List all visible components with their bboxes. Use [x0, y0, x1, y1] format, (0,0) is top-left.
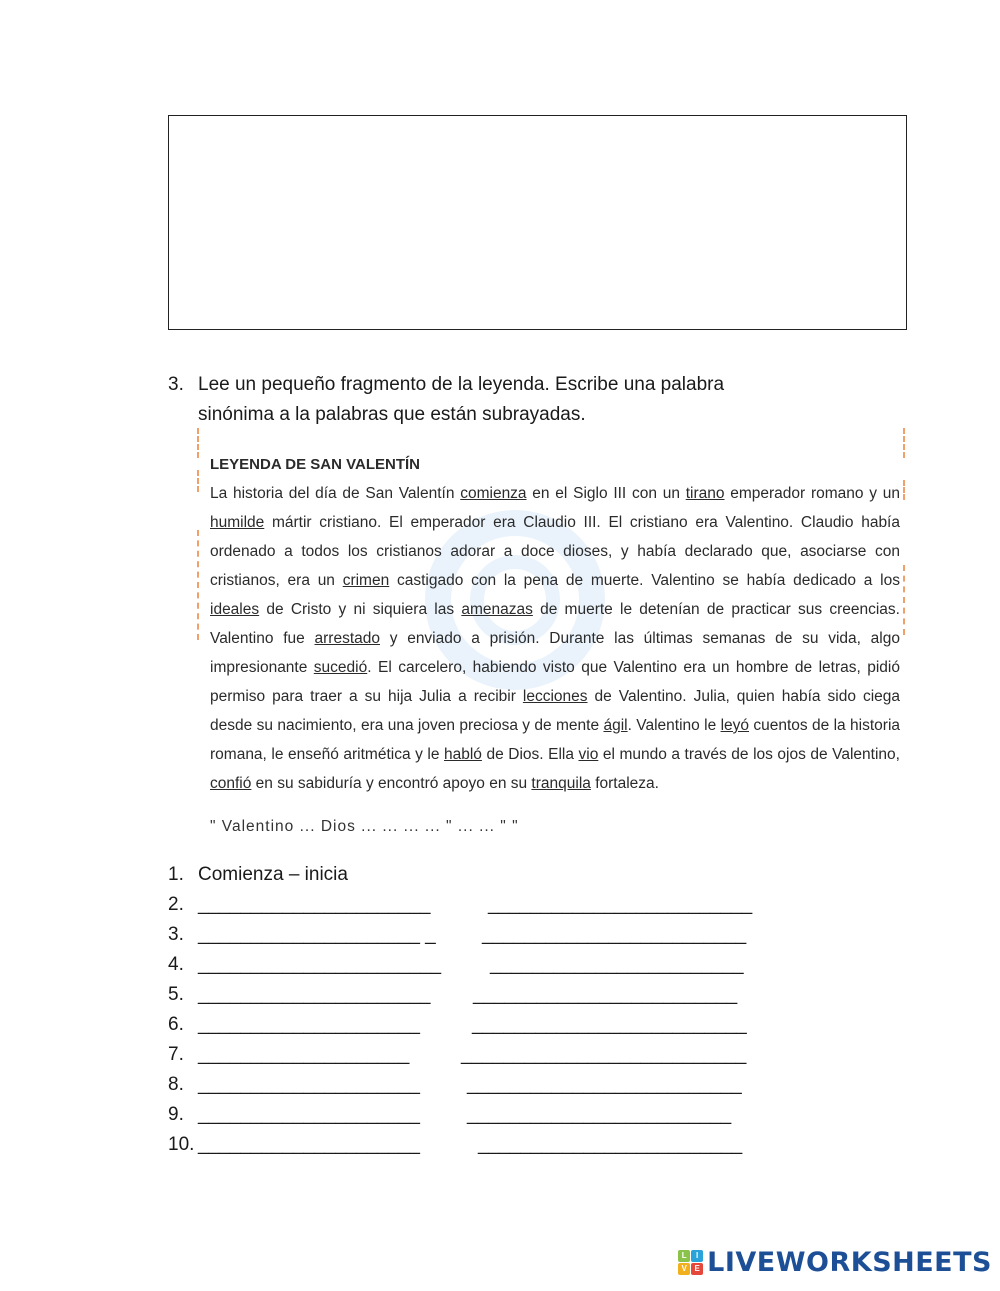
dash-marker-right-1	[903, 428, 905, 458]
liveworksheets-logo	[678, 1245, 992, 1279]
answer-row: 8. _____________________ __________________________	[168, 1070, 868, 1100]
answer-row: 2. ______________________ _________________________	[168, 890, 868, 920]
answer-blank-synonym[interactable]: ___________________________	[461, 1044, 747, 1065]
answer-list	[168, 860, 868, 1160]
answer-blank-synonym[interactable]: _________________________	[473, 984, 738, 1005]
dash-marker-left-1	[197, 428, 199, 458]
answer-row: 9. _____________________ _________________________	[168, 1100, 868, 1130]
answer-row: 4. _______________________ ________________________	[168, 950, 868, 980]
underlined-word: vio	[578, 746, 599, 763]
answer-blank-synonym[interactable]: _________________________	[478, 1134, 743, 1155]
logo-blocks-icon: L I V E	[678, 1250, 703, 1275]
question-text-line-1: Lee un pequeño fragmento de la leyenda. Escribe una palabra	[198, 374, 725, 395]
underlined-word: sucedió	[313, 659, 368, 676]
question-text-line-2: sinónima a la palabras que están subrayadas.	[198, 404, 586, 425]
answer-blank-word[interactable]: ____________________	[198, 1044, 410, 1065]
legend-passage	[210, 450, 900, 865]
underlined-word: crimen	[342, 572, 390, 589]
dash-marker-left-2	[197, 470, 199, 492]
answer-row: 3. _____________________ _ _________________________	[168, 920, 868, 950]
passage-title: LEYENDA DE SAN VALENTÍN	[210, 456, 421, 473]
answer-example: Comienza – inicia	[198, 864, 348, 885]
answer-blank-synonym[interactable]: __________________________	[472, 1014, 747, 1035]
passage-body: La historia del día de San Valentín comienza en el Siglo III con un tirano emperador romano y un humilde mártir cristiano. El emperador era Claudio III. El cristiano era Valentino. Claudio había ordenado a todos los cristianos adorar a doce dioses, y había declarado que, asociarse con cristianos, era un crimen castigado con la pena de muerte. Valentino se había dedicado a los ideales de Cristo y ni siquiera las amenazas de muerte le detenían de practicar sus creencias. Valentino fue arrestado y enviado a prisión. Durante las últimas semanas de su vida, algo impresionante sucedió. El carcelero, habiendo visto que Valentino era un hombre de letras, pidió permiso para traer a su hija Julia a recibir lecciones de Valentino. Julia, quien había sido ciega desde su nacimiento, era una joven preciosa y de mente ágil. Valentino le leyó cuentos de la historia romana, le enseñó aritmética y le habló de Dios. Ella vio el mundo a través de los ojos de Valentino, confió en su sabiduría y encontró apoyo en su tranquila fortaleza.	[210, 485, 900, 792]
answer-blank-word[interactable]: _____________________	[198, 1074, 420, 1095]
dash-marker-right-3	[903, 565, 905, 635]
answer-blank-word[interactable]: _____________________	[198, 1134, 420, 1155]
underlined-word: confió	[210, 775, 252, 792]
underlined-word: ágil	[603, 717, 628, 734]
underlined-word: lecciones	[522, 688, 588, 705]
question-number: 3.	[168, 374, 184, 395]
answer-text-box[interactable]	[168, 115, 907, 330]
underlined-word: tranquila	[531, 775, 591, 792]
question-3	[168, 370, 808, 430]
answer-blank-word[interactable]: ______________________	[198, 894, 431, 915]
answer-row: 10. _____________________ _________________________	[168, 1130, 868, 1160]
answer-row: 5. ______________________ _________________________	[168, 980, 868, 1010]
underlined-word: tirano	[685, 485, 725, 502]
answer-blank-synonym[interactable]: __________________________	[467, 1074, 742, 1095]
answer-blank-word[interactable]: _____________________	[198, 1014, 420, 1035]
answer-blank-word[interactable]: _____________________ _	[198, 924, 436, 945]
underlined-word: humilde	[210, 514, 265, 531]
answer-blank-word[interactable]: _______________________	[198, 954, 442, 975]
answer-blank-word[interactable]: _____________________	[198, 1104, 420, 1125]
answer-blank-synonym[interactable]: _________________________	[467, 1104, 732, 1125]
underlined-word: arrestado	[314, 630, 380, 647]
underlined-word: ideales	[210, 601, 260, 618]
answer-row: 1. Comienza – inicia	[168, 860, 868, 890]
answer-row: 7. ____________________ ___________________________	[168, 1040, 868, 1070]
cut-off-line: " Valentino ... Dios ... ... ... ... " ... ... " "	[210, 818, 519, 835]
underlined-word: leyó	[720, 717, 749, 734]
answer-blank-synonym[interactable]: _________________________	[488, 894, 753, 915]
answer-blank-synonym[interactable]: _________________________	[482, 924, 747, 945]
dash-marker-right-2	[903, 480, 905, 500]
underlined-word: amenazas	[461, 601, 533, 618]
underlined-word: comienza	[460, 485, 527, 502]
answer-blank-synonym[interactable]: ________________________	[490, 954, 744, 975]
dash-marker-left-3	[197, 530, 199, 640]
logo-text: LIVEWORKSHEETS	[707, 1246, 992, 1278]
underlined-word: habló	[444, 746, 482, 763]
answer-blank-word[interactable]: ______________________	[198, 984, 431, 1005]
answer-row: 6. _____________________ __________________________	[168, 1010, 868, 1040]
